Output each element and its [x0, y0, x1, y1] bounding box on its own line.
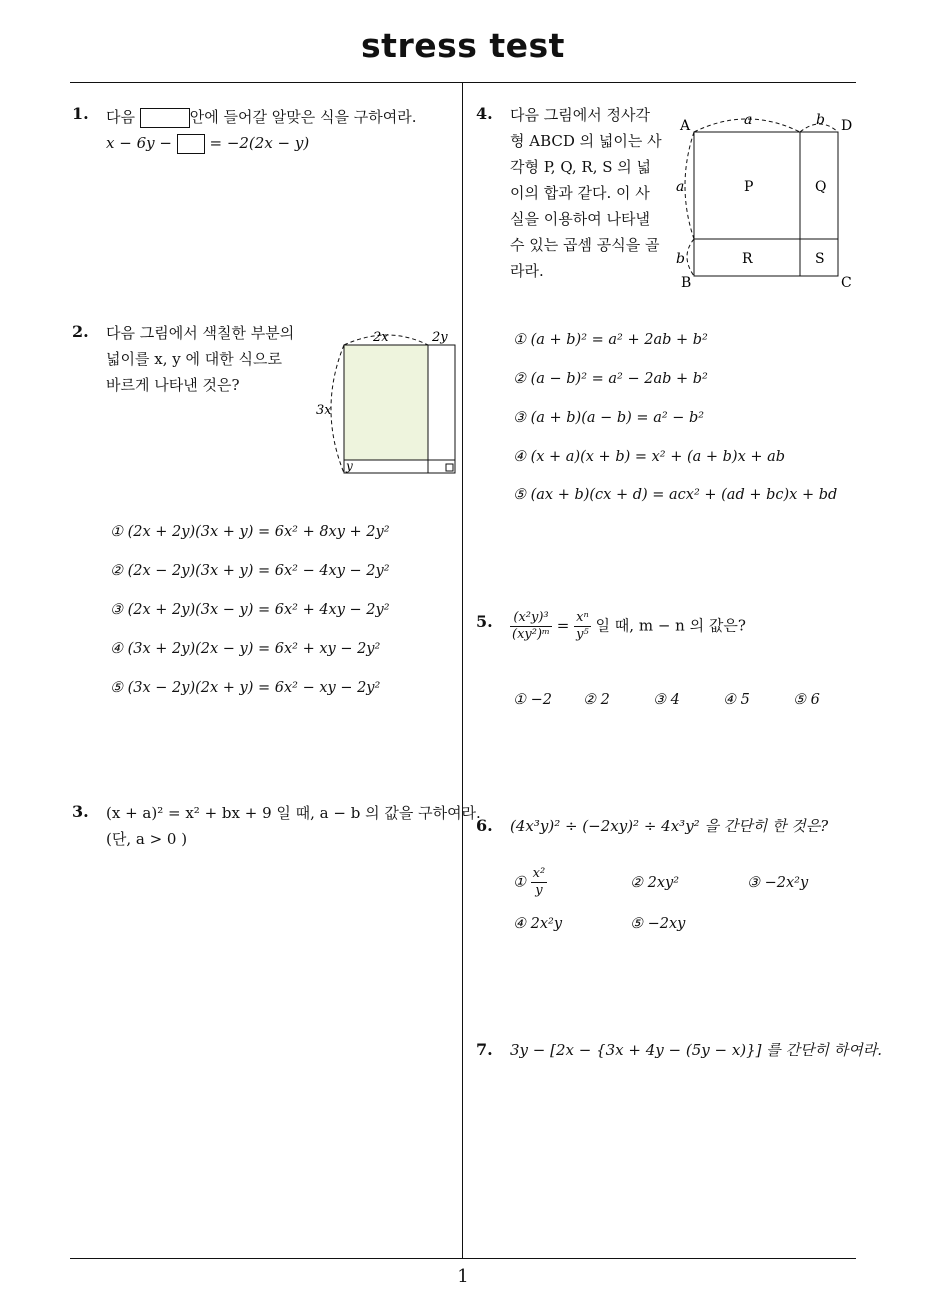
- q4-label-top-a: a: [744, 112, 753, 128]
- q4-line7: 라라.: [510, 262, 544, 280]
- q1-expr-box[interactable]: [177, 134, 205, 154]
- q4-vertex-a: A: [680, 118, 691, 134]
- q6-option-4[interactable]: ④ 2x²y: [513, 916, 563, 932]
- q4-vertex-c: C: [841, 275, 852, 291]
- q4-line1: 다음 그림에서 정사각: [510, 106, 650, 124]
- column-divider: [462, 83, 463, 1259]
- q2-line2: 넓이를 x, y 에 대한 식으로: [106, 350, 282, 368]
- q4-label-left-a: a: [676, 179, 685, 195]
- q4-line3: 각형 P, Q, R, S 의 넓: [510, 158, 652, 176]
- q4-option-2[interactable]: ② (a − b)² = a² − 2ab + b²: [513, 371, 708, 387]
- q1-text-a: 다음: [106, 108, 135, 126]
- q1-expr-b: = −2(2x − y): [209, 134, 310, 152]
- q4-label-top-b: b: [816, 112, 825, 128]
- q4-option-3[interactable]: ③ (a + b)(a − b) = a² − b²: [513, 410, 705, 426]
- q5-option-3[interactable]: ③ 4: [653, 692, 680, 708]
- q1-expr-a: x − 6y −: [106, 134, 172, 152]
- q5-frac2-denominator: y⁵: [576, 627, 589, 642]
- q4-region-p: P: [744, 179, 754, 195]
- q6-option-1-mark: ①: [513, 874, 526, 891]
- q2-label-top-a: 2x: [373, 330, 389, 345]
- q5-option-5[interactable]: ⑤ 6: [793, 692, 820, 708]
- q2-shaded-region: [344, 345, 428, 460]
- q6-option-1-denominator: y: [535, 883, 543, 898]
- q2-line3: 바르게 나타낸 것은?: [106, 376, 240, 394]
- q4-option-5[interactable]: ⑤ (ax + b)(cx + d) = acx² + (ad + bc)x + bd: [513, 487, 838, 503]
- q6-option-3[interactable]: ③ −2x²y: [747, 875, 809, 891]
- q5-number: 5.: [476, 612, 493, 631]
- q6-option-1[interactable]: [513, 866, 547, 899]
- q1-text: [106, 104, 416, 130]
- q5-fraction-right: [574, 610, 591, 643]
- q4-line4: 이의 합과 같다. 이 사: [510, 184, 650, 202]
- q1-expression: [106, 130, 309, 156]
- q2-line1: 다음 그림에서 색칠한 부분의: [106, 324, 295, 342]
- q5-fraction-left: [510, 610, 552, 643]
- q4-vertex-b: B: [681, 275, 692, 291]
- q5-text: [510, 610, 746, 643]
- q3-text: [106, 800, 481, 852]
- q5-option-1[interactable]: ① −2: [513, 692, 552, 708]
- q4-number: 4.: [476, 104, 493, 123]
- q2-figure: [310, 325, 470, 485]
- q2-label-bottom: y: [346, 459, 353, 473]
- q6-number: 6.: [476, 816, 493, 835]
- q5-equals: =: [556, 616, 570, 635]
- q2-label-top-b: 2y: [432, 330, 448, 345]
- q4-option-4[interactable]: ④ (x + a)(x + b) = x² + (a + b)x + ab: [513, 449, 786, 465]
- q2-text: [106, 320, 294, 398]
- q5-option-4[interactable]: ④ 5: [723, 692, 750, 708]
- q5-question-text: 일 때, m − n 의 값은?: [595, 616, 746, 635]
- q4-line5: 실을 이용하여 나타낼: [510, 210, 650, 228]
- q3-line1: (x + a)² = x² + bx + 9 일 때, a − b 의 값을 구하여라.: [106, 804, 481, 822]
- q6-text: (4x³y)² ÷ (−2xy)² ÷ 4x³y² 을 간단히 한 것은?: [510, 817, 829, 835]
- top-rule: [70, 82, 856, 83]
- q4-label-left-b: b: [676, 251, 685, 267]
- q6-option-1-numerator: x²: [532, 866, 546, 881]
- q4-option-1[interactable]: ① (a + b)² = a² + 2ab + b²: [513, 332, 708, 348]
- q2-option-5[interactable]: ⑤ (3x − 2y)(2x + y) = 6x² − xy − 2y²: [110, 680, 381, 696]
- bottom-rule: [70, 1258, 856, 1259]
- q1-answer-box[interactable]: [140, 108, 190, 128]
- q5-frac1-denominator: (xy²)ᵐ: [512, 627, 551, 642]
- q1-text-b: 안에 들어갈 알맞은 식을 구하여라.: [189, 108, 417, 126]
- q4-region-r: R: [742, 251, 753, 267]
- q4-figure: [670, 106, 860, 296]
- q3-line2: (단, a > 0 ): [106, 830, 188, 848]
- q7-number: 7.: [476, 1040, 493, 1059]
- q4-region-q: Q: [815, 179, 827, 195]
- q3-number: 3.: [72, 802, 89, 821]
- q2-option-1[interactable]: ① (2x + 2y)(3x + y) = 6x² + 8xy + 2y²: [110, 524, 390, 540]
- q4-line6: 수 있는 곱셈 공식을 골: [510, 236, 660, 254]
- q2-option-3[interactable]: ③ (2x + 2y)(3x − y) = 6x² + 4xy − 2y²: [110, 602, 390, 618]
- q6-option-1-fraction: [531, 866, 548, 899]
- q7-text: 3y − [2x − {3x + 4y − (5y − x)}] 를 간단히 하여라.: [510, 1041, 883, 1059]
- q4-line2: 형 ABCD 의 넓이는 사: [510, 132, 662, 150]
- q2-number: 2.: [72, 322, 89, 341]
- q2-label-left: 3x: [316, 403, 332, 418]
- q4-vertex-d: D: [841, 118, 853, 134]
- page-number: 1: [457, 1266, 469, 1287]
- page-title: stress test: [361, 26, 565, 65]
- q5-option-2[interactable]: ② 2: [583, 692, 610, 708]
- q2-option-2[interactable]: ② (2x − 2y)(3x + y) = 6x² − 4xy − 2y²: [110, 563, 390, 579]
- q2-option-4[interactable]: ④ (3x + 2y)(2x − y) = 6x² + xy − 2y²: [110, 641, 381, 657]
- q5-frac1-numerator: (x²y)³: [510, 610, 552, 627]
- q1-number: 1.: [72, 104, 89, 123]
- q6-option-2[interactable]: ② 2xy²: [630, 875, 680, 891]
- q6-option-5[interactable]: ⑤ −2xy: [630, 916, 686, 932]
- q5-frac2-numerator: xⁿ: [576, 610, 589, 625]
- q4-region-s: S: [815, 251, 825, 267]
- q4-text: [510, 102, 662, 284]
